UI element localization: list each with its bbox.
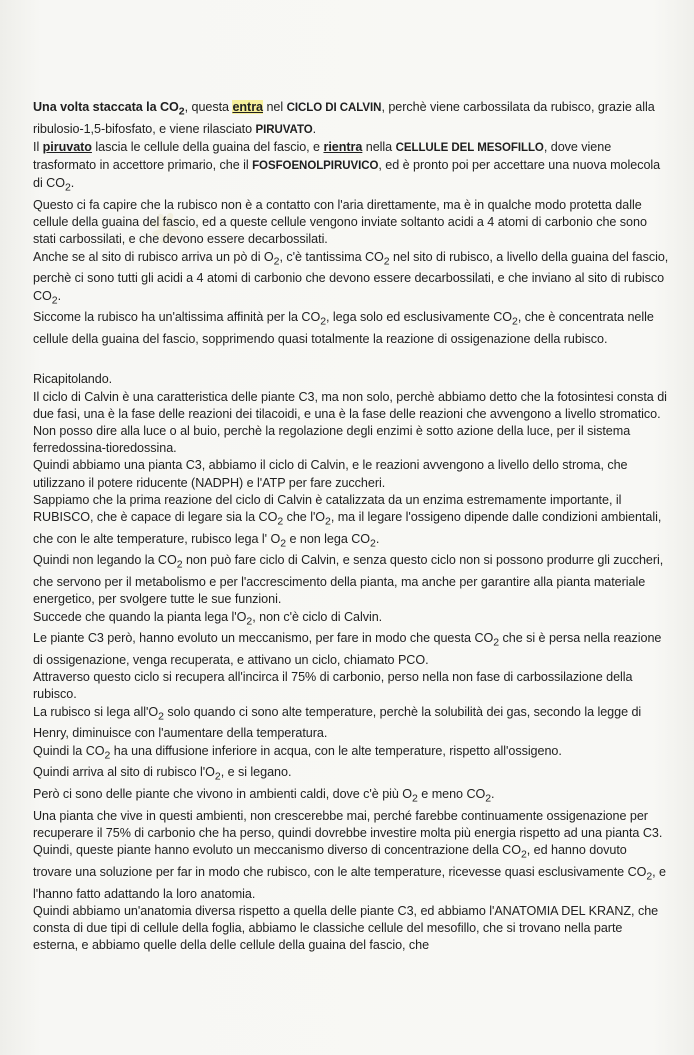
highlight-entra: entra <box>232 100 263 114</box>
paragraph: La rubisco si lega $all'O_2$ solo quando ci sono alte temperature, perchè la solubilità dei gas, secondo la legge di Henry, diminuisce con l'aumentare della temperatura. <box>33 704 642 741</box>
paragraph: Il ciclo di Calvin è una caratteristica delle piante C3, ma non solo, perchè abbiamo detto che la fotosintesi consta di due fasi, una è la fase delle reazioni dei tilacoidi, e una è la fase delle reazioni che avvengono a livello stromatico. <box>33 389 667 421</box>
paragraph: Una pianta che vive in questi ambienti, non crescerebbe mai, perché farebbe continuamente ossigenazione per recuperare il 75% di carbonio che ha perso, quindi dovrebbe investire molta più energia rispetto ad una pianta C3. <box>33 808 663 840</box>
paragraph: Sappiamo che la prima reazione del ciclo di Calvin è catalizzata da un enzima estremamente importante, il RUBISCO, che è capace di legare sia la $CO_2$ che $l'O_2$, ma il legare l'ossigeno dipende dalle condizioni ambientali, che con le alte temperature, rubisco lega l' $O_2$ e non lega $CO_2$. <box>33 492 662 550</box>
paragraph: Questo ci fa capire che la rubisco non è a contatto con l'aria direttamente, ma è in qualche modo protetta dalle cellule della guaina del fascio, ed a queste cellule vengono inviate soltanto acidi a 4 atomi di carbonio che sono stati carbossilati, e che devono essere decarbossilati. <box>33 198 647 247</box>
paragraph: Una volta staccata la $CO_2$, questa entra nel CICLO DI CALVIN, perchè viene carbossilata da rubisco, grazie alla ribulosio-1,5-bifosfato, e viene rilasciato PIRUVATO. <box>33 100 655 136</box>
paragraph: Quindi abbiamo un'anatomia diversa rispetto a quella delle piante C3, ed abbiamo l'ANATOMIA DEL KRANZ, che consta di due tipi di cellule della foglia, abbiamo le classiche cellule del mesofillo, che si trovano nella parte esterna, e abbiamo quelle della delle cellule della guaina del fascio, che <box>33 903 659 953</box>
paragraph: Il piruvato lascia le cellule della guaina del fascio, e rientra nella CELLULE DEL MESOFILLO, dove viene trasformato in accettore primario, che il FOSFOENOLPIRUVICO, ed è pronto poi per accettare una nuova molecola di $CO_2$. <box>33 139 661 194</box>
paragraph: Quindi, queste piante hanno evoluto un meccanismo diverso di concentrazione della $CO_2$, ed hanno dovuto trovare una soluzione per far in modo che rubisco, con le alte temperature, ricevesse quasi esclusivamente $CO_2$, e l'hanno fatto adattando la loro anatomia. <box>33 843 667 901</box>
paragraph: Però ci sono delle piante che vivono in ambienti caldi, dove c'è più $O_2$ e meno $CO_2$. <box>33 787 495 805</box>
document-body <box>33 99 669 954</box>
paragraph: Quindi non legando la $CO_2$ non può fare ciclo di Calvin, e senza questo ciclo non si possono produrre gli zuccheri, che servono per il metabolismo e per l'accrescimento della pianta, ma anche per garantire alla pianta materiale energetico, per svolgere tutte le sue funzioni. <box>33 553 664 607</box>
paragraph: Quindi arriva al sito di rubisco $l'O_2$, e si legano. <box>33 765 292 783</box>
paragraph: Succede che quando la pianta lega $l'O_2$, non c'è ciclo di Calvin. <box>33 609 383 628</box>
paragraph: Quindi abbiamo una pianta C3, abbiamo il ciclo di Calvin, e le reazioni avvengono a livello dello stroma, che utilizzano il potere riducente (NADPH) e l'ATP per fare zuccheri. <box>33 458 628 490</box>
underline-piruvato: piruvato <box>42 139 92 154</box>
watermark-logo: ❋ <box>142 202 193 257</box>
paragraph: Le piante C3 però, hanno evoluto un meccanismo, per fare in modo che questa $CO_2$ che si è persa nella reazione di ossigenazione, venga recuperata, e attivano un ciclo, chiamato PCO. <box>33 631 662 668</box>
underline-rientra: rientra <box>323 139 363 154</box>
paragraph: Quindi la $CO_2$ ha una diffusione inferiore in acqua, con le alte temperature, rispetto all'ossigeno. <box>33 743 562 762</box>
paragraph: Ricapitolando. <box>33 372 113 387</box>
paragraph: Attraverso questo ciclo si recupera all'incirca il 75% di carbonio, perso nella non fase di carbossilazione della rubisco. <box>33 670 633 702</box>
paragraph: Siccome la rubisco ha un'altissima affinità per la $CO_2$, lega solo ed esclusivamente $CO_2$, che è concentrata nelle cellule della guaina del fascio, sopprimendo quasi totalmente la reazione di ossigenazione della rubisco. <box>33 310 654 347</box>
paragraph: Non posso dire alla luce o al buio, perchè la regolazione degli enzimi è sotto azione della luce, per il sistema ferredossina-tioredossina. <box>33 424 631 456</box>
paragraph: Anche se al sito di rubisco arriva un pò di $O_2$, c'è tantissima $CO_2$ nel sito di rubisco, a livello della guaina del fascio, perchè ci sono tutti gli acidi a 4 atomi di carbonio che devono essere decarbossilati, e che inviano al sito di rubisco $CO_2$. <box>33 249 669 307</box>
